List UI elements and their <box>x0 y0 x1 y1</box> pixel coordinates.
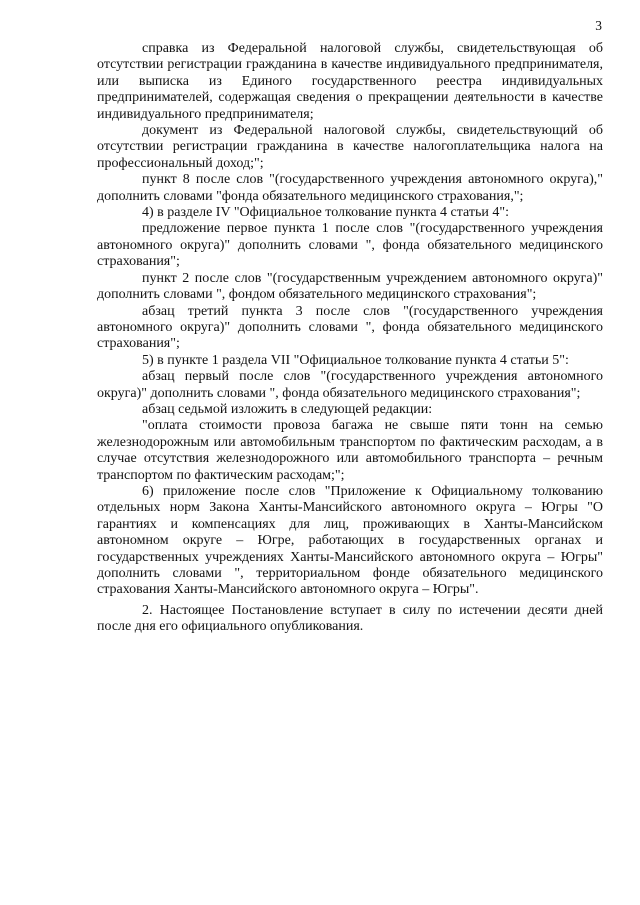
paragraph: предложение первое пункта 1 после слов "(государственного учреждения автономного округа)" дополнить словами ", фонда обязательного медицинского страхования"; <box>97 221 603 270</box>
paragraph: справка из Федеральной налоговой службы, свидетельствующая об отсутствии регистрации гражданина в качестве индивидуального предпринимателя, или выписка из Единого государственного реестра индивидуальных предпринимателей, содержащая сведения о прекращении деятельности в качестве индивидуального предпринимателя; <box>97 41 603 122</box>
page-number: 3 <box>595 18 602 33</box>
paragraph: документ из Федеральной налоговой службы, свидетельствующий об отсутствии регистрации гражданина в качестве налогоплательщика налога на профессиональный доход;"; <box>97 123 603 171</box>
document-body <box>97 41 603 636</box>
paragraph: 6) приложение после слов "Приложение к Официальному толкованию отдельных норм Закона Ханты-Мансийского автономного округа – Югры "О гарантиях и компенсациях для лиц, проживающих в Ханты-Мансийском автономном округе – Югре, работающих в государственных органах и государственных учреждениях Ханты-Мансийского автономного округа – Югры" дополнить словами ", территориальном фонде обязательного медицинского страхования Ханты-Мансийского автономного округа – Югры". <box>97 483 603 598</box>
paragraph: 5) в пункте 1 раздела VII "Официальное толкование пункта 4 статьи 5": <box>142 352 569 368</box>
paragraph: абзац седьмой изложить в следующей редакции: <box>142 401 433 417</box>
paragraph: абзац первый после слов "(государственного учреждения автономного округа)" дополнить словами ", фонда обязательного медицинского страхования"; <box>97 369 603 401</box>
paragraph: пункт 8 после слов "(государственного учреждения автономного округа)," дополнить словами "фонда обязательного медицинского страхования,"; <box>97 172 603 204</box>
paragraph: абзац третий пункта 3 после слов "(государственного учреждения автономного округа)" дополнить словами ", фонда обязательного медицинского страхования"; <box>97 303 603 352</box>
paragraph: пункт 2 после слов "(государственным учреждением автономного округа)" дополнить словами ", фондом обязательного медицинского страхования"; <box>97 270 603 303</box>
paragraph: 4) в разделе IV "Официальное толкование пункта 4 статьи 4": <box>142 205 510 221</box>
paragraph: 2. Настоящее Постановление вступает в силу по истечении десяти дней после дня его официального опубликования. <box>97 602 603 635</box>
paragraph: "оплата стоимости провоза багажа не свыше пяти тонн на семью железнодорожным или автомобильным транспортом по фактическим расходам, а в случае отсутствия железнодорожного или автомобильного транспорта – речным транспортом по фактическим расходам;"; <box>97 418 603 483</box>
